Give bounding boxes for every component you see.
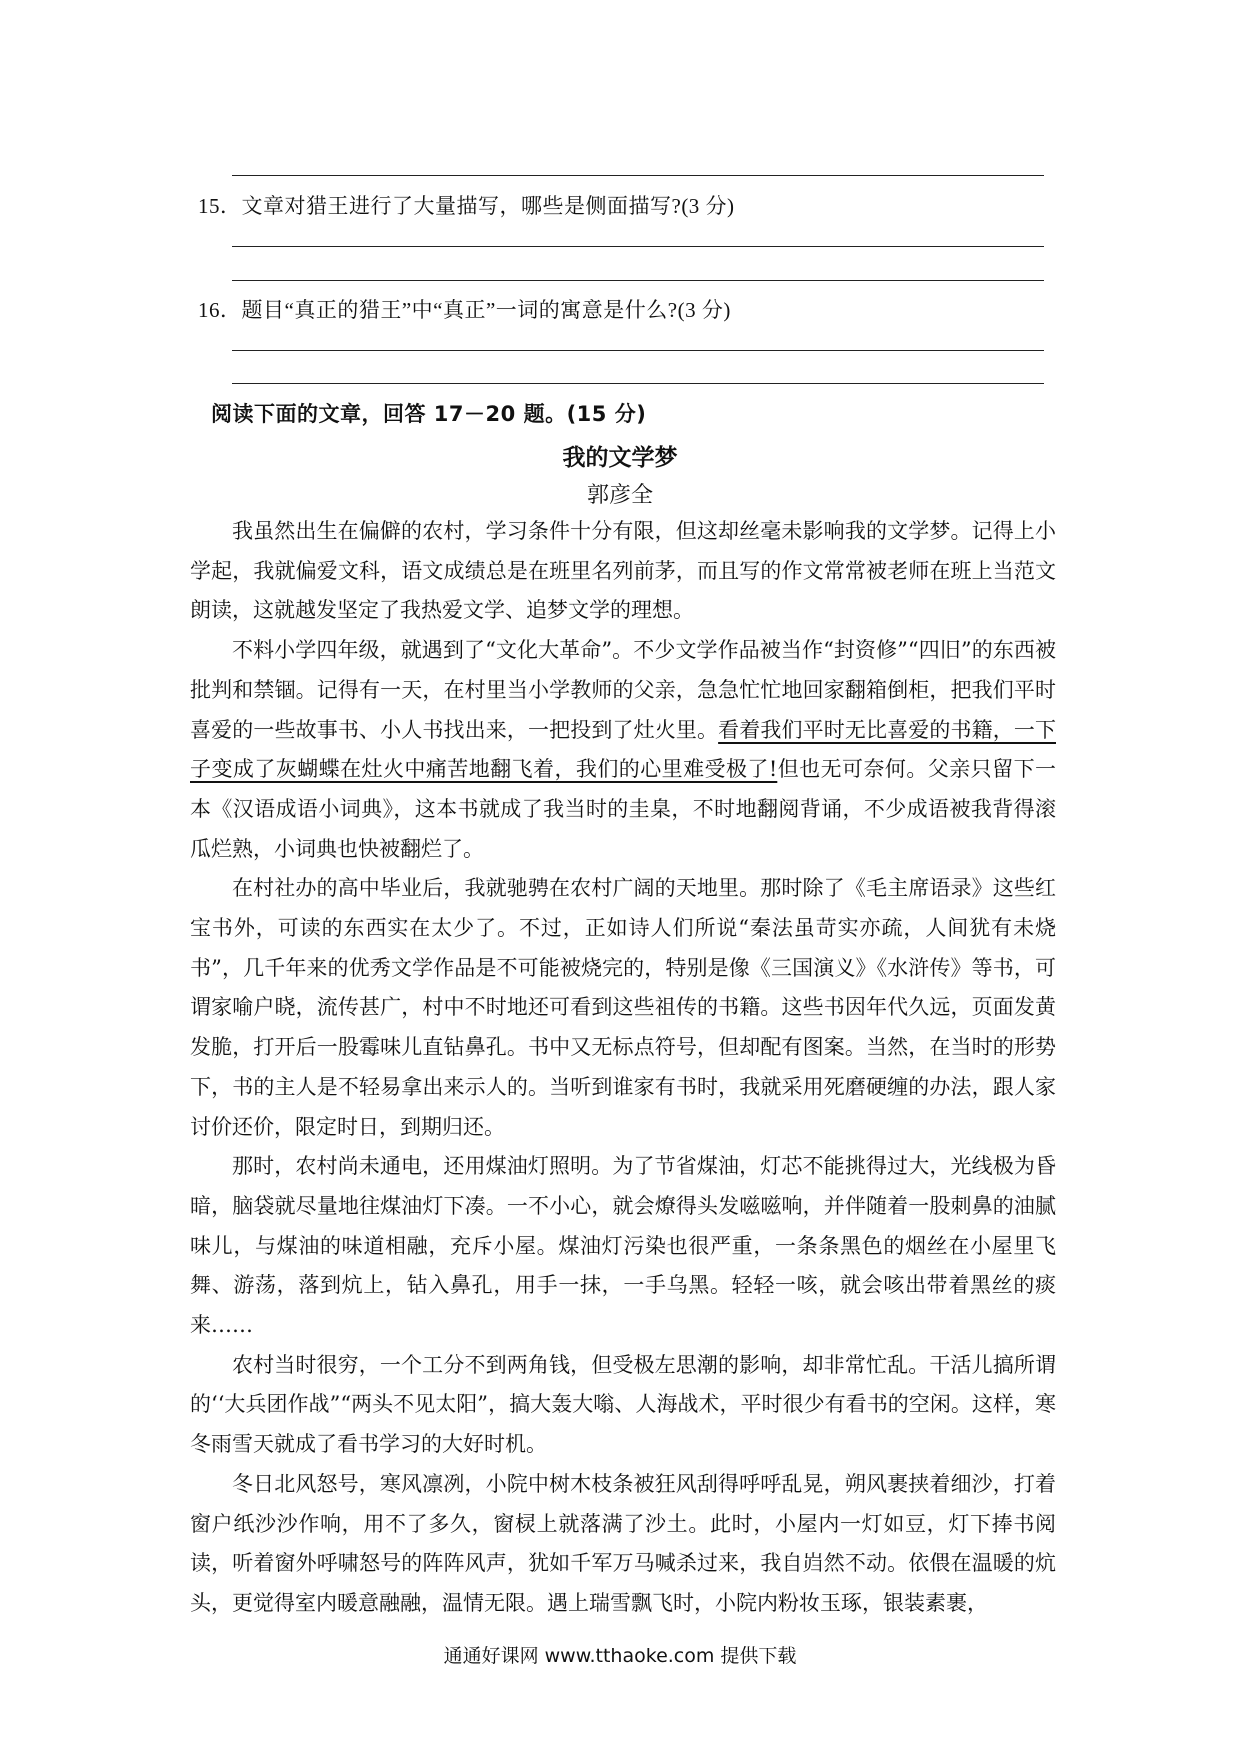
answer-line xyxy=(232,246,1044,247)
paragraph-2-start: 不料小学四年级，就遇到了“文化大革命”。不少文学作品被当作“封资修”“四旧”的东西被批判和禁锢。记得有一天，在村里当小学教师的父亲，急急忙忙地回家翻箱倒柜，把我们平时喜爱的一些故事书、小人书找出来，一把投到了灶火里。 xyxy=(190,638,1056,742)
answer-line xyxy=(232,383,1044,384)
answer-line xyxy=(232,175,1044,176)
underlined-sentence: 看着我们平时无比喜爱的书籍，一下子变成了灰蝴蝶在灶火中痛苦地翻飞着，我们的心里难受极了! xyxy=(190,717,1056,782)
paragraph-4: 那时，农村尚未通电，还用煤油灯照明。为了节省煤油，灯芯不能挑得过大，光线极为昏暗，脑袋就尽量地往煤油灯下凑。一不小心，就会燎得头发嗞嗞响，并伴随着一股刺鼻的油腻味儿，与煤油的味道相融，充斥小屋。煤油灯污染也很严重，一条条黑色的烟丝在小屋里飞舞、游荡，落到炕上，钻入鼻孔，用手一抹，一手乌黑。轻轻一咳，就会咳出带着黑丝的痰来…… xyxy=(190,1154,1056,1338)
paragraph-2 xyxy=(190,631,1056,869)
paragraph-3: 在村社办的高中毕业后，我就驰骋在农村广阔的天地里。那时除了《毛主席语录》这些红宝书外，可读的东西实在太少了。不过，正如诗人们所说“秦法虽苛实亦疏，人间犹有未烧书”，几千年来的优秀文学作品是不可能被烧完的，特别是像《三国演义》《水浒传》等书，可谓家喻户晓，流传甚广，村中不时地还可看到这些祖传的书籍。这些书因年代久远，页面发黄发脆，打开后一股霉味儿直钻鼻孔。书中又无标点符号，但却配有图案。当然，在当时的形势下，书的主人是不轻易拿出来示人的。当听到谁家有书时，我就采用死磨硬缠的办法，跟人家讨价还价，限定时日，到期归还。 xyxy=(190,876,1056,1139)
article-title: 我的文学梦 xyxy=(562,445,678,471)
answer-line xyxy=(232,280,1044,281)
article-body xyxy=(190,512,1056,1624)
paragraph-2-end: 但也无可奈何。父亲只留下一本《汉语成语小词典》，这本书就成了我当时的圭臬，不时地翻阅背诵，不少成语被我背得滚瓜烂熟，小词典也快被翻烂了。 xyxy=(190,757,1057,861)
answer-line xyxy=(232,350,1044,351)
article-author: 郭彦全 xyxy=(586,483,653,508)
question-16: 16．题目“真正的猎王”中“真正”一词的寓意是什么?(3 分) xyxy=(198,298,731,322)
paragraph-5: 农村当时很穷，一个工分不到两角钱，但受极左思潮的影响，却非常忙乱。干活儿搞所谓的‘‘大兵团作战”“两头不见太阳”，搞大轰大嗡、人海战术，平时很少有看书的空闲。这样，寒冬雨雪天就成了看书学习的大好时机。 xyxy=(190,1352,1056,1457)
section-heading: 阅读下面的文章，回答 17－20 题。(15 分) xyxy=(211,402,647,426)
paragraph-1: 我虽然出生在偏僻的农村，学习条件十分有限，但这却丝毫未影响我的文学梦。记得上小学起，我就偏爱文科，语文成绩总是在班里名列前茅，而且写的作文常常被老师在班上当范文朗读，这就越发坚定了我热爱文学、追梦文学的理想。 xyxy=(190,519,1056,623)
question-15: 15．文章对猎王进行了大量描写，哪些是侧面描写?(3 分) xyxy=(198,194,735,218)
paragraph-6: 冬日北风怒号，寒风凛冽，小院中树木枝条被狂风刮得呼呼乱晃，朔风裹挟着细沙，打着窗户纸沙沙作响，用不了多久，窗棂上就落满了沙土。此时，小屋内一灯如豆，灯下捧书阅读，听着窗外呼啸怒号的阵阵风声，犹如千军万马喊杀过来，我自岿然不动。依偎在温暖的炕头，更觉得室内暖意融融，温情无限。遇上瑞雪飘飞时，小院内粉妆玉琢，银装素裹， xyxy=(190,1471,1056,1615)
page-footer: 通通好课网 www.tthaoke.com 提供下载 xyxy=(443,1645,797,1667)
